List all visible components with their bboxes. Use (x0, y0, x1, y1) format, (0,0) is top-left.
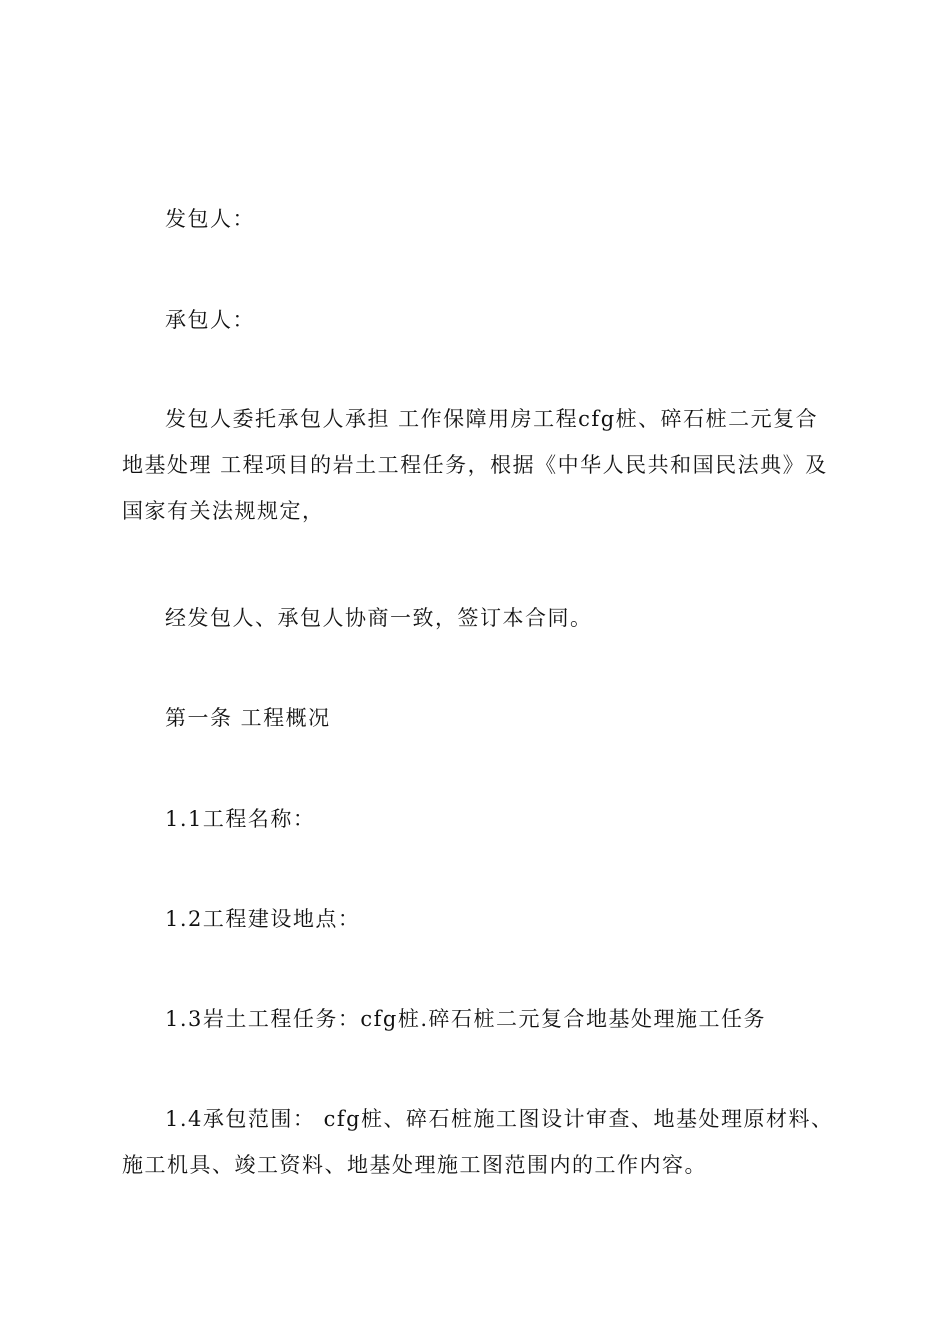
article-one-heading: 第一条 工程概况 (165, 706, 331, 730)
project-location-line: 1.2工程建设地点： (165, 907, 361, 931)
party-a-line: 发包人： (165, 207, 255, 231)
party-b-line: 承包人： (165, 308, 255, 332)
contract-scope-paragraph: 1.4承包范围： cfg桩、碎石桩施工图设计审查、地基处理原材料、施工机具、竣工资料、地基处理施工图范围内的工作内容。 (122, 1107, 834, 1177)
agreement-paragraph: 经发包人、承包人协商一致，签订本合同。 (165, 606, 593, 630)
entrustment-paragraph: 发包人委托承包人承担 工作保障用房工程cfg桩、碎石桩二元复合地基处理 工程项目的岩土工程任务，根据《中华人民共和国民法典》及国家有关法规规定， (122, 407, 828, 523)
project-name-line: 1.1工程名称： (165, 807, 316, 831)
geotechnical-task-line: 1.3岩土工程任务：cfg桩.碎石桩二元复合地基处理施工任务 (165, 1007, 767, 1031)
